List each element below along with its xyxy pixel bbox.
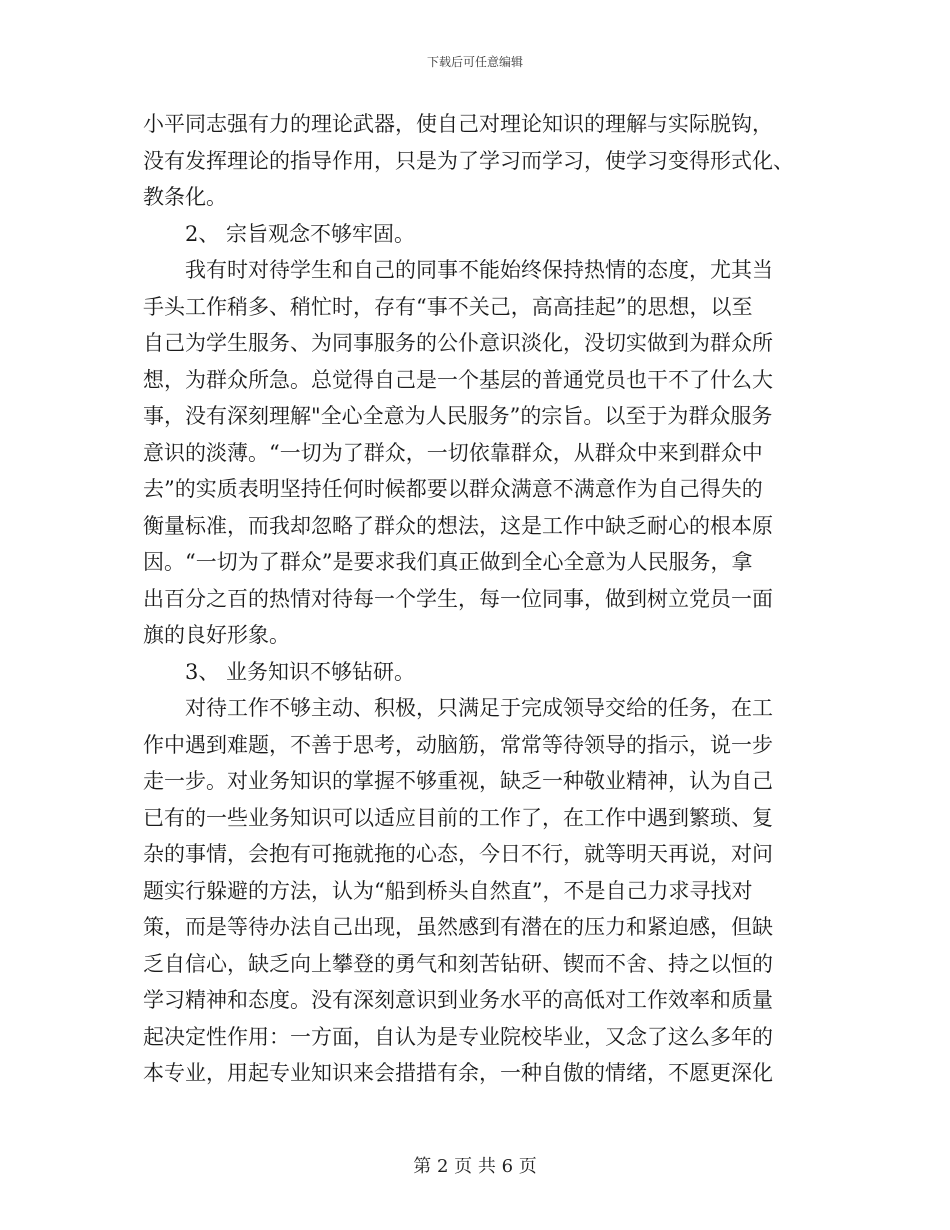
text-line: 教条化。 [143, 185, 227, 209]
text-line: 小平同志强有力的理论武器，使自己对理论知识的理解与实际脱钩， [143, 112, 773, 136]
text-line: 杂的事情，会抱有可拖就拖的心态，今日不行，就等明天再说，对问 [143, 842, 773, 866]
text-line: 3、 业务知识不够钻研。 [185, 659, 416, 684]
page-header: 下载后可任意编辑 [426, 55, 523, 69]
text-line: 旗的良好形象。 [143, 623, 290, 647]
text-line: 我有时对待学生和自己的同事不能始终保持热情的态度，尤其当 [185, 258, 773, 282]
text-line: 已有的一些业务知识可以适应目前的工作了，在工作中遇到繁琐、复 [143, 805, 773, 830]
text-line: 没有发挥理论的指导作用，只是为了学习而学习，使学习变得形式化、 [143, 148, 794, 173]
text-line: 策，而是等待办法自己出现，虽然感到有潜在的压力和紧迫感，但缺 [143, 915, 773, 939]
text-line: 去”的实质表明坚持任何时候都要以群众满意不满意作为自己得失的 [143, 477, 763, 501]
page-footer: 第 2 页 共 6 页 [413, 1156, 537, 1177]
text-line: 题实行躲避的方法，认为“船到桥头自然直”，不是自己力求寻找对 [143, 878, 753, 903]
text-line: 2、 宗旨观念不够牢固。 [185, 221, 416, 246]
text-line: 作中遇到难题，不善于思考，动脑筋，常常等待领导的指示，说一步 [143, 732, 773, 757]
text-line: 学习精神和态度。没有深刻意识到业务水平的高低对工作效率和质量 [143, 988, 773, 1012]
text-line: 出百分之百的热情对待每一个学生，每一位同事，做到树立党员一面 [143, 586, 773, 611]
text-line: 本专业，用起专业知识来会措措有余，一种自傲的情绪，不愿更深化 [143, 1061, 773, 1085]
text-line: 起决定性作用：一方面，自认为是专业院校毕业，又念了这么多年的 [143, 1024, 773, 1049]
text-line: 衡量标准，而我却忽略了群众的想法，这是工作中缺乏耐心的根本原 [143, 513, 773, 538]
text-line: 走一步。对业务知识的掌握不够重视，缺乏一种敬业精神，认为自己 [143, 769, 773, 793]
document-body [143, 106, 803, 1092]
text-line: 乏自信心，缺乏向上攀登的勇气和刻苦钻研、锲而不舍、持之以恒的 [143, 951, 773, 976]
text-line: 想，为群众所急。总觉得自己是一个基层的普通党员也干不了什么大 [143, 367, 773, 392]
text-line: 因。“一切为了群众”是要求我们真正做到全心全意为人民服务，拿 [143, 550, 753, 574]
text-line: 意识的淡薄。“一切为了群众，一切依靠群众，从群众中来到群众中 [143, 440, 763, 465]
text-line: 手头工作稍多、稍忙时，存有“事不关己，高高挂起”的思想，以至 [143, 294, 753, 319]
text-line: 事，没有深刻理解"全心全意为人民服务”的宗旨。以至于为群众服务 [143, 404, 773, 428]
text-line: 对待工作不够主动、积极，只满足于完成领导交给的任务，在工 [185, 696, 773, 720]
text-line: 自己为学生服务、为同事服务的公仆意识淡化，没切实做到为群众所 [143, 331, 773, 355]
